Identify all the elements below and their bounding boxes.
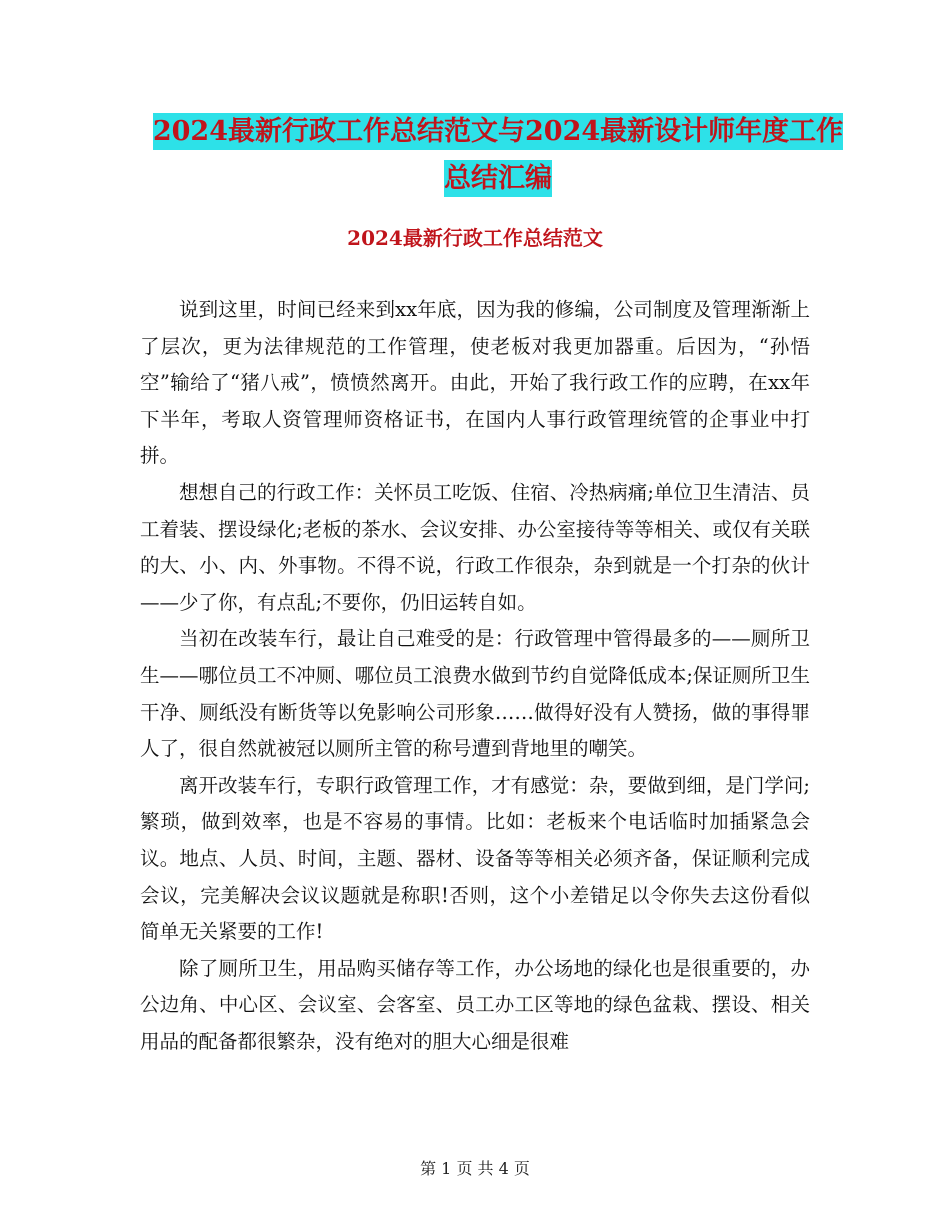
body-text <box>140 292 810 1060</box>
paragraph: 当初在改装车行，最让自己难受的是：行政管理中管得最多的——厕所卫生——哪位员工不冲厕、哪位员工浪费水做到节约自觉降低成本;保证厕所卫生干净、厕纸没有断货等以免影响公司形象……做得好没有人赞扬，做的事得罪人了，很自然就被冠以厕所主管的称号遭到背地里的嘲笑。 <box>140 627 810 761</box>
paragraph: 想想自己的行政工作：关怀员工吃饭、住宿、冷热病痛;单位卫生清洁、员工着装、摆设绿化;老板的茶水、会议安排、办公室接待等等相关、或仅有关联的大、小、内、外事物。不得不说，行政工作很杂，杂到就是一个打杂的伙计——少了你，有点乱;不要你，仍旧运转自如。 <box>140 480 810 614</box>
paragraph: 离开改装车行，专职行政管理工作，才有感觉：杂，要做到细，是门学问;繁琐，做到效率，也是不容易的事情。比如：老板来个电话临时加插紧急会议。地点、人员、时间，主题、器材、设备等等相关必须齐备，保证顺利完成会议，完美解决会议议题就是称职!否则，这个小差错足以令你失去这份看似简单无关紧要的工作! <box>140 773 810 944</box>
document-title <box>140 108 856 202</box>
page-footer: 第 1 页 共 4 页 <box>420 1159 530 1178</box>
paragraph: 说到这里，时间已经来到xx年底，因为我的修编，公司制度及管理渐渐上了层次，更为法律规范的工作管理，使老板对我更加器重。后因为，“孙悟空”输给了“猪八戒”，愤愤然离开。由此，开始了我行政工作的应聘，在xx年下半年，考取人资管理师资格证书，在国内人事行政管理统管的企事业中打拼。 <box>140 298 810 468</box>
title-highlight: 2024最新行政工作总结范文与2024最新设计师年度工作总结汇编 <box>153 113 843 197</box>
section-title: 2024最新行政工作总结范文 <box>347 226 603 250</box>
paragraph: 除了厕所卫生，用品购买储存等工作，办公场地的绿化也是很重要的，办公边角、中心区、会议室、会客室、员工办工区等地的绿色盆栽、摆设、相关用品的配备都很繁杂，没有绝对的胆大心细是很难 <box>140 956 810 1053</box>
